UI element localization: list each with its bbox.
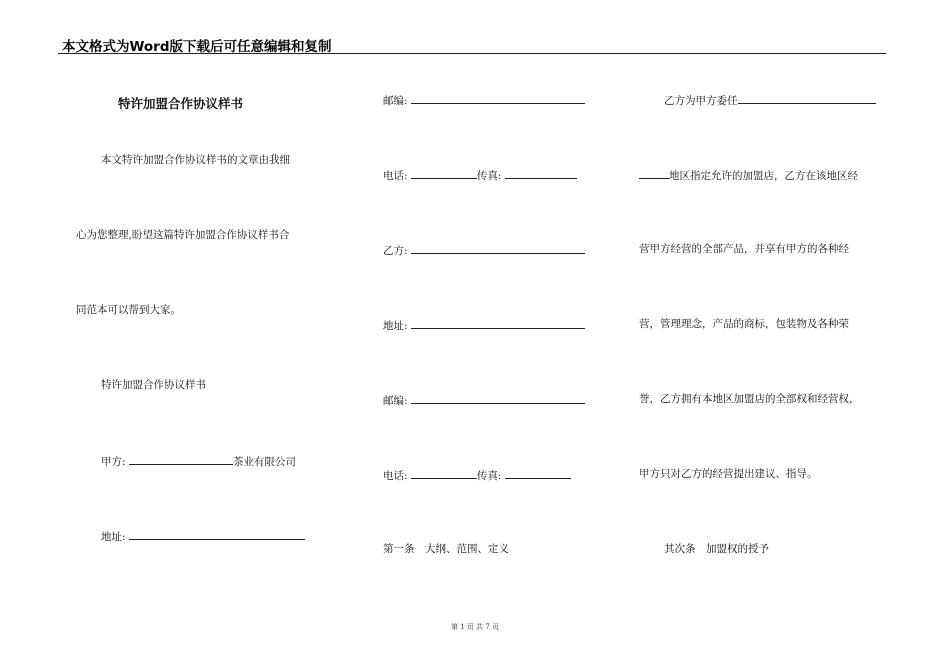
party-a-postcode-line — [383, 94, 585, 107]
intro-line-1: 本文特许加盟合作协议样书的文章由我细 — [101, 154, 290, 166]
article-2-heading: 其次条 加盟权的授予 — [664, 543, 769, 555]
article-1-heading: 第一条 大纲、范围、定义 — [383, 543, 509, 555]
party-b-postcode-label: 邮编: — [383, 395, 408, 407]
party-b-fax-label: 传真: — [476, 470, 502, 482]
document-title: 特许加盟合作协议样书 — [118, 96, 244, 111]
appointment-blank — [738, 94, 876, 104]
party-a-line — [101, 455, 296, 468]
party-b-blank — [411, 244, 585, 254]
intro-line-3: 同范本可以帮到大家。 — [76, 304, 181, 316]
party-b-fax-blank — [505, 469, 571, 479]
region-line — [639, 169, 858, 182]
appointment-text: 乙方为甲方委任 — [664, 95, 738, 107]
party-b-phone-line — [383, 469, 571, 482]
party-a-address-label: 地址: — [101, 531, 126, 543]
body-line-6: 甲方只对乙方的经营提出建议、指导。 — [639, 468, 818, 480]
body-line-4: 营，管理理念，产品的商标，包装物及各种荣 — [639, 318, 849, 330]
party-b-address-label: 地址: — [383, 320, 408, 332]
phone-label: 电话: — [383, 170, 408, 182]
party-b-postcode-blank — [411, 394, 585, 404]
appointment-line — [664, 94, 876, 107]
party-b-postcode-line — [383, 394, 585, 407]
party-b-phone-label: 电话: — [383, 470, 408, 482]
fax-label: 传真: — [476, 170, 502, 182]
postcode-label: 邮编: — [383, 95, 408, 107]
party-a-phone-line — [383, 169, 577, 182]
party-a-suffix: 茶业有限公司 — [232, 456, 296, 468]
party-a-address-line — [101, 530, 305, 543]
party-a-address-blank — [129, 530, 305, 540]
party-a-blank — [129, 455, 233, 465]
party-b-address-line — [383, 319, 585, 332]
postcode-blank — [411, 94, 585, 104]
header-divider — [58, 53, 886, 54]
page-number: 第 1 页 共 7 页 — [450, 623, 500, 631]
party-b-label: 乙方: — [383, 245, 408, 257]
agreement-subtitle: 特许加盟合作协议样书 — [101, 379, 206, 391]
party-a-label: 甲方: — [101, 456, 126, 468]
document-header-title: 本文格式为Word版下载后可任意编辑和复制 — [62, 39, 332, 55]
body-line-5: 誉，乙方拥有本地区加盟店的全部权和经营权， — [639, 393, 860, 405]
fax-blank — [505, 169, 577, 179]
phone-blank — [411, 169, 477, 179]
intro-line-2: 心为您整理,盼望这篇特许加盟合作协议样书合 — [76, 229, 290, 241]
body-line-3: 营甲方经营的全部产品，并享有甲方的各种经 — [639, 243, 849, 255]
party-b-phone-blank — [411, 469, 477, 479]
region-text: 地区指定允许的加盟店，乙方在该地区经 — [669, 170, 858, 182]
party-b-address-blank — [411, 319, 585, 329]
region-blank — [639, 169, 669, 179]
party-b-line — [383, 244, 585, 257]
